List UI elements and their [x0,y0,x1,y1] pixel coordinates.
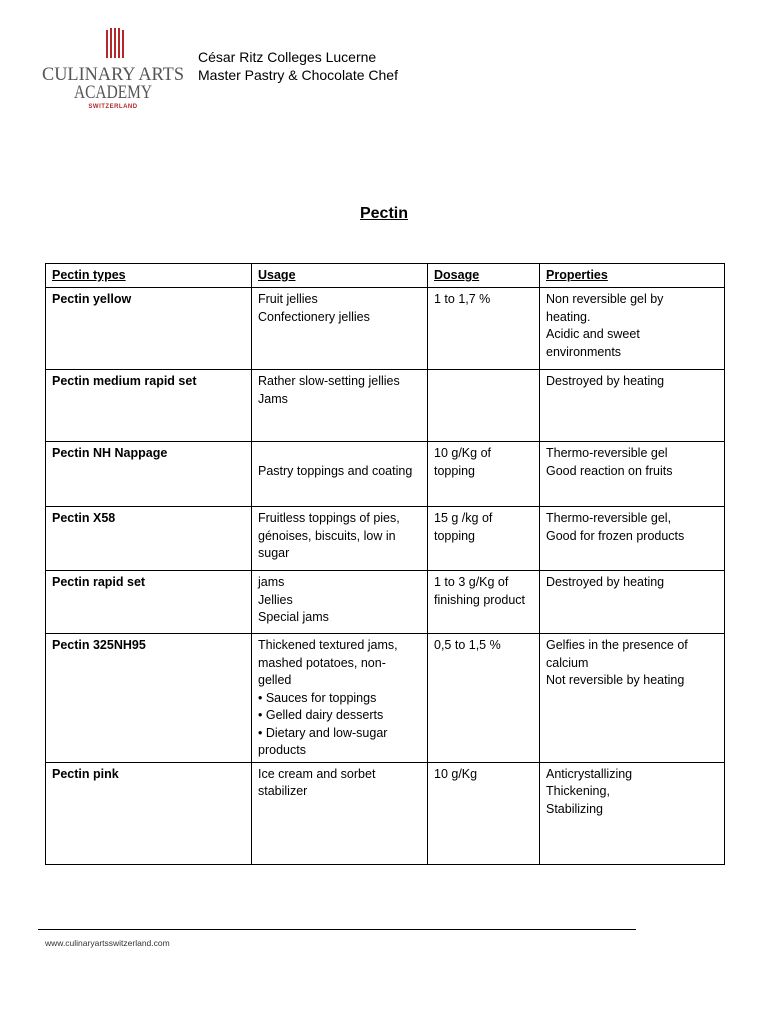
cell-line: 10 g/Kg [434,766,478,781]
dosage-cell [428,634,540,763]
cell-line: Special jams [258,610,329,624]
cell-line: Stabilizing [546,801,603,816]
header-usage: Usage [252,264,428,288]
page-title: Pectin [359,205,408,222]
properties-cell [540,507,725,571]
cell-line: Jellies [258,592,293,607]
pectin-type-cell [46,507,252,571]
pectin-table [45,263,725,865]
cell-line: jams [258,575,285,589]
cell-line: Destroyed by heating [546,374,665,388]
footer-url: www.culinaryartsswitzerland.com [45,938,170,948]
table-row [46,634,725,763]
academy-logo [40,28,190,112]
cell-line: Thickening, [546,784,610,798]
dosage-cell [428,507,540,571]
cell-line: sugar [258,546,290,560]
cell-line: Jams [258,391,288,406]
program-name: Master Pastry & Chocolate Chef [198,67,398,83]
cell-line: 1 to 3 g/Kg of [434,575,509,589]
cell-line: Thermo-reversible gel [546,446,668,460]
cell-line: finishing product [434,592,526,607]
footer-divider [38,929,636,930]
cell-line: Fruitless toppings of pies, [258,511,400,525]
svg-text:CULINARY ARTS: CULINARY ARTS [42,64,184,85]
pectin-type-cell [46,442,252,507]
table-body [46,288,725,865]
header-pectin-types: Pectin types [46,264,252,288]
properties-cell [540,370,725,442]
cell-line: mashed potatoes, non- [258,655,386,670]
cell-line: Gelfies in the presence of [546,638,688,652]
cell-line: Pectin X58 [52,511,116,525]
cell-line: stabilizer [258,784,308,798]
cell-line: Non reversible gel by [546,292,664,306]
dosage-cell [428,370,540,442]
svg-text:ACADEMY: ACADEMY [74,82,153,103]
cell-line: 10 g/Kg of [434,446,491,460]
dosage-cell [428,571,540,634]
usage-cell [252,288,428,370]
cell-line: Confectionery jellies [258,309,370,324]
cell-line: environments [546,344,622,359]
cell-line: Thickened textured jams, [258,638,398,652]
cell-line: Anticrystallizing [546,766,633,781]
cell-line: Thermo-reversible gel, [546,511,672,525]
dosage-cell [428,288,540,370]
cell-line: Pectin medium rapid set [52,374,197,388]
header-text [198,48,398,84]
cell-line: Destroyed by heating [546,575,665,589]
cell-line: Pectin yellow [52,292,132,306]
cell-line: Ice cream and sorbet [258,766,376,781]
usage-cell [252,571,428,634]
properties-cell [540,634,725,763]
table-row [46,571,725,634]
table-row [46,762,725,864]
cell-line: Pectin 325NH95 [52,638,146,652]
cell-line: • Gelled dairy desserts [258,708,384,722]
cell-line: 1 to 1,7 % [434,292,491,306]
table-row [46,442,725,507]
svg-text:SWITZERLAND: SWITZERLAND [88,104,138,110]
header-properties: Properties [540,264,725,288]
cell-line [258,445,421,463]
cell-line: products [258,743,306,757]
properties-cell [540,288,725,370]
cell-line: Acidic and sweet [546,327,640,341]
cell-line: 0,5 to 1,5 % [434,638,501,652]
cell-line: Pectin NH Nappage [52,446,168,460]
table-row [46,288,725,370]
usage-cell [252,634,428,763]
cell-line: Fruit jellies [258,292,318,306]
usage-cell [252,507,428,571]
properties-cell [540,571,725,634]
cell-line: Pectin rapid set [52,575,146,589]
table-row [46,507,725,571]
cell-line: • Dietary and low-sugar [258,725,388,740]
cell-line: • Sauces for toppings [258,690,377,705]
cell-line: heating. [546,309,591,324]
school-name: César Ritz Colleges Lucerne [198,49,377,65]
properties-cell [540,762,725,864]
cell-line: Pectin pink [52,766,119,781]
pectin-type-cell [46,762,252,864]
cell-line: Not reversible by heating [546,673,685,687]
cell-line: 15 g /kg of [434,511,493,525]
header-dosage: Dosage [428,264,540,288]
cell-line: Pastry toppings and coating [258,463,413,478]
cell-line: Good reaction on fruits [546,463,673,478]
pectin-type-cell [46,634,252,763]
usage-cell [252,370,428,442]
cell-line: topping [434,463,476,478]
table-row [46,370,725,442]
pectin-type-cell [46,370,252,442]
cell-line: gelled [258,673,292,687]
properties-cell [540,442,725,507]
pectin-type-cell [46,571,252,634]
cell-line: calcium [546,655,589,670]
cell-line: génoises, biscuits, low in [258,528,396,543]
dosage-cell [428,442,540,507]
usage-cell [252,442,428,507]
table-header-row [46,264,725,288]
usage-cell [252,762,428,864]
cell-line: Rather slow-setting jellies [258,374,400,388]
dosage-cell [428,762,540,864]
cell-line: topping [434,528,476,543]
cell-line: Good for frozen products [546,528,685,543]
pectin-type-cell [46,288,252,370]
